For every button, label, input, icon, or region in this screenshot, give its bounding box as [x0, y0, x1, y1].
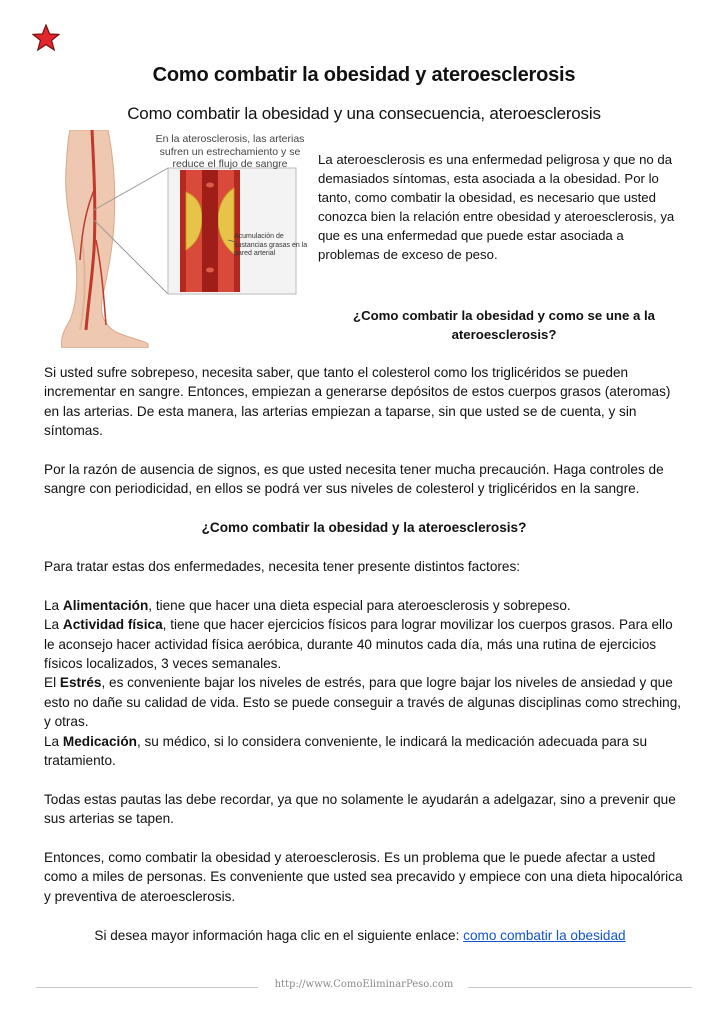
section-question-2: ¿Como combatir la obesidad y la ateroesclerosis? [201, 520, 527, 536]
factor-term: Alimentación [62, 597, 149, 613]
paragraph: Si usted sufre sobrepeso, necesita saber, que tanto el colesterol como los triglicéridos se pueden incrementar en sangre. Entonces, empiezan a generarse depósitos de estos cuerpos grasos (ateromas) en las arterias. De esta manera, las arterias empiezan a taparse, sin que usted se de cuenta, y sin síntomas. [44, 365, 671, 439]
factor-term: Actividad física [62, 617, 163, 633]
more-info-line: Si desea mayor información haga clic en el siguiente enlace: como combatir la obesidad [94, 927, 626, 943]
more-info-link[interactable]: como combatir la obesidad [463, 927, 626, 943]
paragraph: Entonces, como combatir la obesidad y ateroesclerosis. Es un problema que le puede afectar a usted como a miles de personas. Es conveniente que usted sea precavido y empiece con una dieta hipocalórica y preventiva de ateroesclerosis. [44, 850, 683, 904]
paragraph: Por la razón de ausencia de signos, es que usted necesita tener mucha precaución. Haga controles de sangre con periodicidad, en ellos se podrá ver sus niveles de colesterol y triglicéridos en la sangre. [44, 462, 664, 497]
section-question-1: ¿Como combatir la obesidad y como se une a la ateroesclerosis? [353, 308, 655, 342]
paragraph: Todas estas pautas las debe recordar, ya que no solamente le ayudarán a adelgazar, sino a prevenir que sus arterias se tapen. [44, 791, 676, 827]
factor-item: La Alimentación, tiene que hacer una dieta especial para ateroesclerosis y sobrepeso. [44, 597, 571, 613]
star-icon[interactable] [32, 24, 60, 52]
page-footer [36, 978, 692, 996]
page-subtitle: Como combatir la obesidad y una consecuencia, ateroesclerosis [127, 104, 601, 123]
figure-caption: En la aterosclerosis, las arterias sufren un estrechamiento y se reduce el flujo de sangre [155, 133, 305, 170]
article-body [44, 363, 684, 945]
factor-term: Medicación [62, 733, 137, 749]
factor-item: La Medicación, su médico, si lo considera conveniente, le indicará la medicación adecuada para su tratamiento. [44, 733, 648, 769]
artery-illustration [56, 130, 312, 348]
footer-url[interactable]: http://www.ComoEliminarPeso.com [274, 979, 454, 990]
paragraph: Para tratar estas dos enfermedades, necesita tener presente distintos factores: [44, 559, 521, 575]
factor-term: Estrés [59, 675, 102, 691]
intro-paragraph: La ateroesclerosis es una enfermedad peligrosa y que no da demasiados síntomas, esta asociada a la obesidad. Por lo tanto, como combatir la obesidad, es necesario que usted conozca bien la relación entre obesidad y ateroesclerosis, ya que es una enfermedad que puede estar asociada a problemas de exceso de peso. [318, 152, 675, 262]
figure-deposit-label: Acumulación de sustancias grasas en la pared arterial [234, 233, 308, 257]
factor-item: La Actividad física, tiene que hacer ejercicios físicos para lograr movilizar los cuerpos grasos. Para ello le aconsejo hacer actividad física aeróbica, durante 40 minutos cada día, más una rutina de ejercicios físicos localizados, 3 veces semanales. [44, 617, 673, 672]
factor-item: El Estrés, es conveniente bajar los niveles de estrés, para que logre bajar los niveles de ansiedad y que esto no dañe su calidad de vida. Esto se puede conseguir a través de algunas disciplinas como streching, y otras. [44, 675, 682, 730]
page-title: Como combatir la obesidad y ateroesclerosis [152, 64, 576, 86]
